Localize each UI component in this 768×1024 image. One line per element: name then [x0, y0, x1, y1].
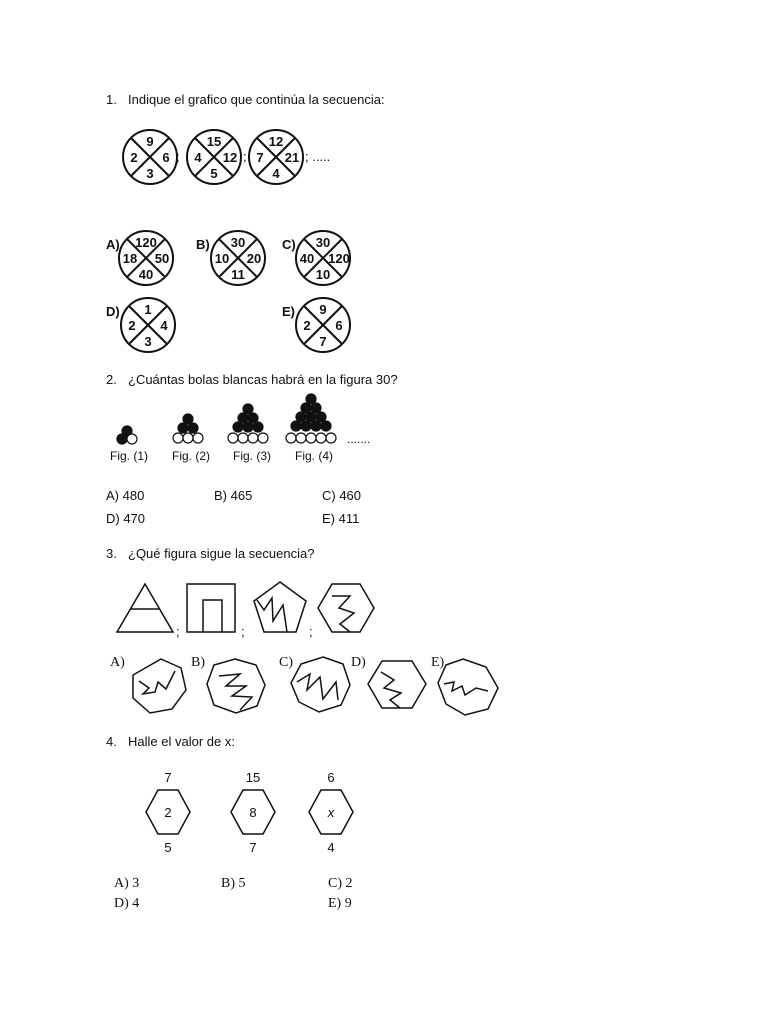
- fig-label-2: Fig. (2): [172, 449, 211, 463]
- opt-c-left: 40: [299, 251, 315, 266]
- opt-e-right: 6: [335, 318, 343, 333]
- answer-option: A) 3: [114, 876, 140, 891]
- option-e-label: E): [431, 655, 445, 670]
- option-c-label: C): [282, 237, 296, 252]
- question-text: Indique el grafico que continúa la secuencia:: [128, 92, 385, 107]
- seq-2-top: 15: [206, 134, 222, 149]
- fig-label-1: Fig. (1): [110, 449, 149, 463]
- opt-b-right: 20: [246, 251, 262, 266]
- ellipsis: ; .....: [305, 149, 331, 164]
- option-d-label: D): [351, 655, 366, 670]
- answer-option: B) 5: [221, 876, 246, 891]
- question-number: 3.: [106, 546, 117, 561]
- seq-2-left: 4: [194, 150, 202, 165]
- option-d-label: D): [106, 304, 120, 319]
- hex-1-top: 7: [164, 770, 172, 785]
- opt-a-top: 120: [135, 235, 157, 250]
- option-e-label: E): [282, 304, 295, 319]
- opt-b-left: 10: [214, 251, 230, 266]
- separator: ;: [241, 624, 245, 639]
- hex-2-bottom: 7: [249, 840, 257, 855]
- opt-d-left: 2: [128, 318, 136, 333]
- seq-1-top: 9: [146, 134, 154, 149]
- opt-e-top: 9: [319, 302, 327, 317]
- question-text: ¿Qué figura sigue la secuencia?: [128, 546, 315, 561]
- answer-option: C) 460: [322, 488, 362, 503]
- seq-3-left: 7: [256, 150, 264, 165]
- option-b-label: B): [191, 655, 205, 670]
- answer-option: B) 465: [214, 488, 253, 503]
- opt-c-right: 120: [328, 251, 350, 266]
- seq-1-right: 6: [162, 150, 170, 165]
- seq-3-bottom: 4: [272, 166, 280, 181]
- hex-2-top: 15: [245, 770, 261, 785]
- shape-sequence: [117, 582, 374, 632]
- question-number: 2.: [106, 372, 117, 387]
- opt-d-top: 1: [144, 302, 152, 317]
- separator: ;: [176, 624, 180, 639]
- option-b-label: B): [196, 237, 210, 252]
- answer-option: D) 470: [106, 511, 146, 526]
- seq-2-bottom: 5: [210, 166, 218, 181]
- option-c-label: C): [279, 655, 293, 670]
- question-number: 1.: [106, 92, 117, 107]
- seq-2-right: 12: [222, 150, 238, 165]
- ellipsis: .......: [347, 432, 371, 446]
- hex-1-bottom: 5: [164, 840, 172, 855]
- answer-option: E) 411: [322, 511, 360, 526]
- hex-3-bottom: 4: [327, 840, 335, 855]
- hex-3-top: 6: [327, 770, 335, 785]
- seq-3-right: 21: [284, 150, 300, 165]
- opt-b-bottom: 11: [231, 267, 245, 282]
- opt-c-top: 30: [315, 235, 331, 250]
- opt-d-right: 4: [160, 318, 168, 333]
- opt-a-right: 50: [154, 251, 170, 266]
- answer-option: A) 480: [106, 488, 145, 503]
- question-2-title: [106, 372, 398, 387]
- hex-3-center: x: [327, 805, 335, 820]
- question-text: ¿Cuántas bolas blancas habrá en la figura 30?: [128, 372, 398, 387]
- opt-a-left: 18: [122, 251, 138, 266]
- seq-1-left: 2: [130, 150, 138, 165]
- answer-option: C) 2: [328, 876, 353, 891]
- seq-3-top: 12: [268, 134, 284, 149]
- separator: ;: [176, 149, 180, 164]
- hex-2-center: 8: [249, 805, 257, 820]
- question-text: Halle el valor de x:: [128, 734, 235, 749]
- opt-b-top: 30: [230, 235, 246, 250]
- answer-option: D) 4: [114, 896, 140, 911]
- question-4-title: [106, 734, 235, 749]
- opt-a-bottom: 40: [138, 267, 154, 282]
- opt-d-bottom: 3: [144, 334, 152, 349]
- fig-label-3: Fig. (3): [233, 449, 272, 463]
- option-a-label: A): [110, 655, 125, 670]
- hex-1-center: 2: [164, 805, 172, 820]
- opt-e-bottom: 7: [319, 334, 327, 349]
- seq-1-bottom: 3: [146, 166, 154, 181]
- fig-label-4: Fig. (4): [295, 449, 334, 463]
- answer-option: E) 9: [328, 896, 352, 911]
- opt-e-left: 2: [303, 318, 311, 333]
- separator: ;: [309, 624, 313, 639]
- option-a-label: A): [106, 237, 120, 252]
- question-number: 4.: [106, 734, 117, 749]
- question-3-title: [106, 546, 314, 561]
- ball-figures: [117, 394, 336, 444]
- separator: ;: [243, 149, 247, 164]
- opt-c-bottom: 10: [315, 267, 331, 282]
